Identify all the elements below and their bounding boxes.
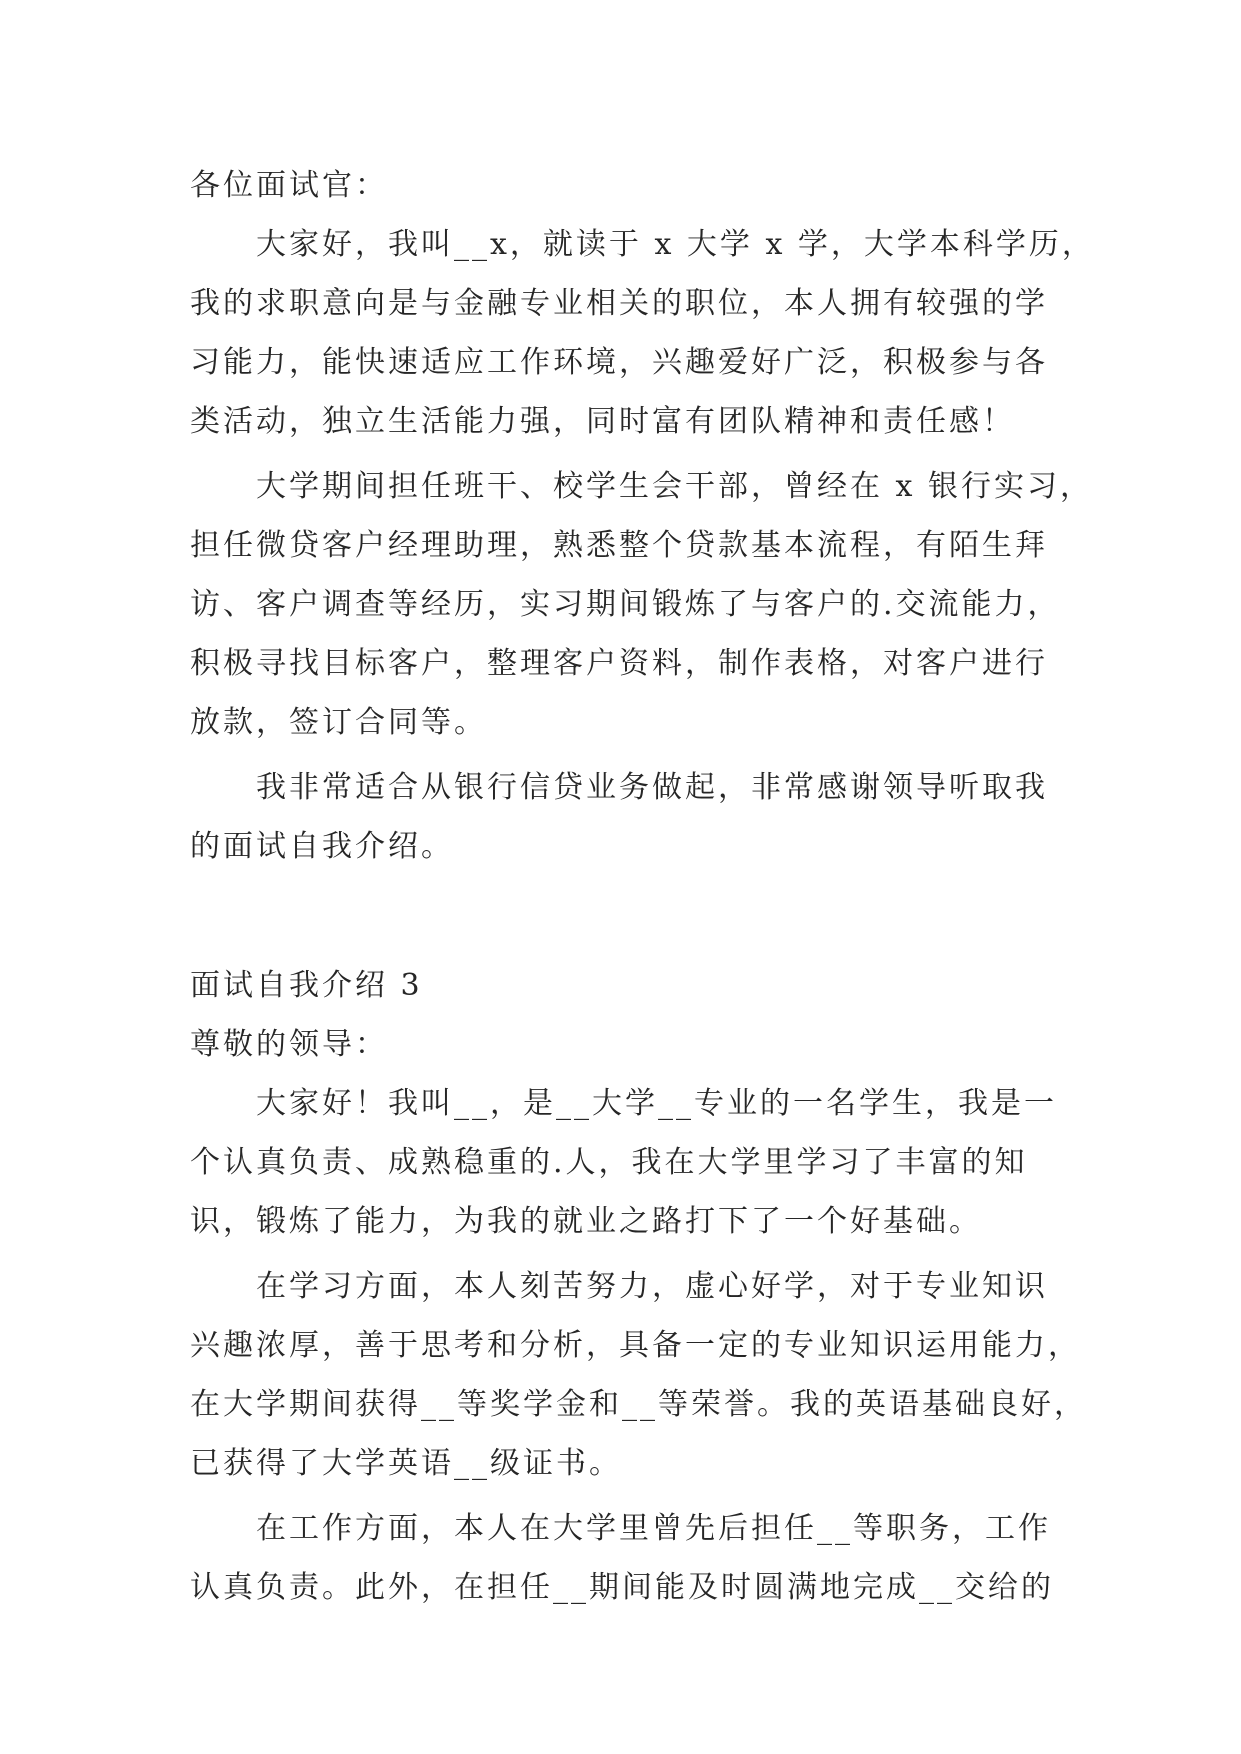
paragraph-internship <box>190 457 1093 752</box>
document-body <box>190 156 1095 1617</box>
paragraph-self-intro <box>190 1074 1070 1251</box>
paragraph-line: 放款，签订合同等。 <box>190 705 487 740</box>
section-title: 面试自我介绍 3 <box>190 968 423 1003</box>
paragraph-closing <box>190 758 1070 876</box>
paragraph-line: 大学期间担任班干、校学生会干部，曾经在 x 银行实习， <box>256 469 1093 504</box>
paragraph-line: 的面试自我介绍。 <box>190 829 454 864</box>
paragraph-line: 在大学期间获得__等奖学金和__等荣誉。我的英语基础良好， <box>190 1387 1087 1422</box>
paragraph-line: 兴趣浓厚，善于思考和分析，具备一定的专业知识运用能力， <box>190 1328 1081 1363</box>
paragraph-line: 习能力，能快速适应工作环境，兴趣爱好广泛，积极参与各 <box>190 345 1048 380</box>
paragraph-work <box>190 1499 1070 1617</box>
paragraph-line: 访、客户调查等经历，实习期间锻炼了与客户的.交流能力， <box>190 587 1061 622</box>
paragraph-line: 我的求职意向是与金融专业相关的职位，本人拥有较强的学 <box>190 286 1048 321</box>
paragraph-line: 积极寻找目标客户，整理客户资料，制作表格，对客户进行 <box>190 646 1048 681</box>
greeting-heading: 尊敬的领导： <box>190 1027 388 1062</box>
paragraph-line: 个认真负责、成熟稳重的.人，我在大学里学习了丰富的知 <box>190 1145 1028 1180</box>
paragraph-line: 识，锻炼了能力，为我的就业之路打下了一个好基础。 <box>190 1204 982 1239</box>
paragraph-line: 认真负责。此外，在担任__期间能及时圆满地完成__交给的 <box>190 1570 1054 1605</box>
section-spacer <box>190 876 1070 956</box>
paragraph-line: 已获得了大学英语__级证书。 <box>190 1446 622 1481</box>
paragraph-line: 担任微贷客户经理助理，熟悉整个贷款基本流程，有陌生拜 <box>190 528 1048 563</box>
paragraph-line: 在工作方面，本人在大学里曾先后担任__等职务，工作 <box>256 1511 1051 1546</box>
paragraph-intro <box>190 215 1095 451</box>
paragraph-study <box>190 1257 1087 1493</box>
greeting-heading: 各位面试官： <box>190 168 388 203</box>
paragraph-line: 类活动，独立生活能力强，同时富有团队精神和责任感！ <box>190 404 1015 439</box>
paragraph-line: 大家好！我叫__，是__大学__专业的一名学生，我是一 <box>256 1086 1057 1121</box>
paragraph-line: 在学习方面，本人刻苦努力，虚心好学，对于专业知识 <box>256 1269 1048 1304</box>
paragraph-line: 我非常适合从银行信贷业务做起，非常感谢领导听取我 <box>256 770 1048 805</box>
paragraph-line: 大家好，我叫__x，就读于 x 大学 x 学，大学本科学历， <box>256 227 1095 262</box>
